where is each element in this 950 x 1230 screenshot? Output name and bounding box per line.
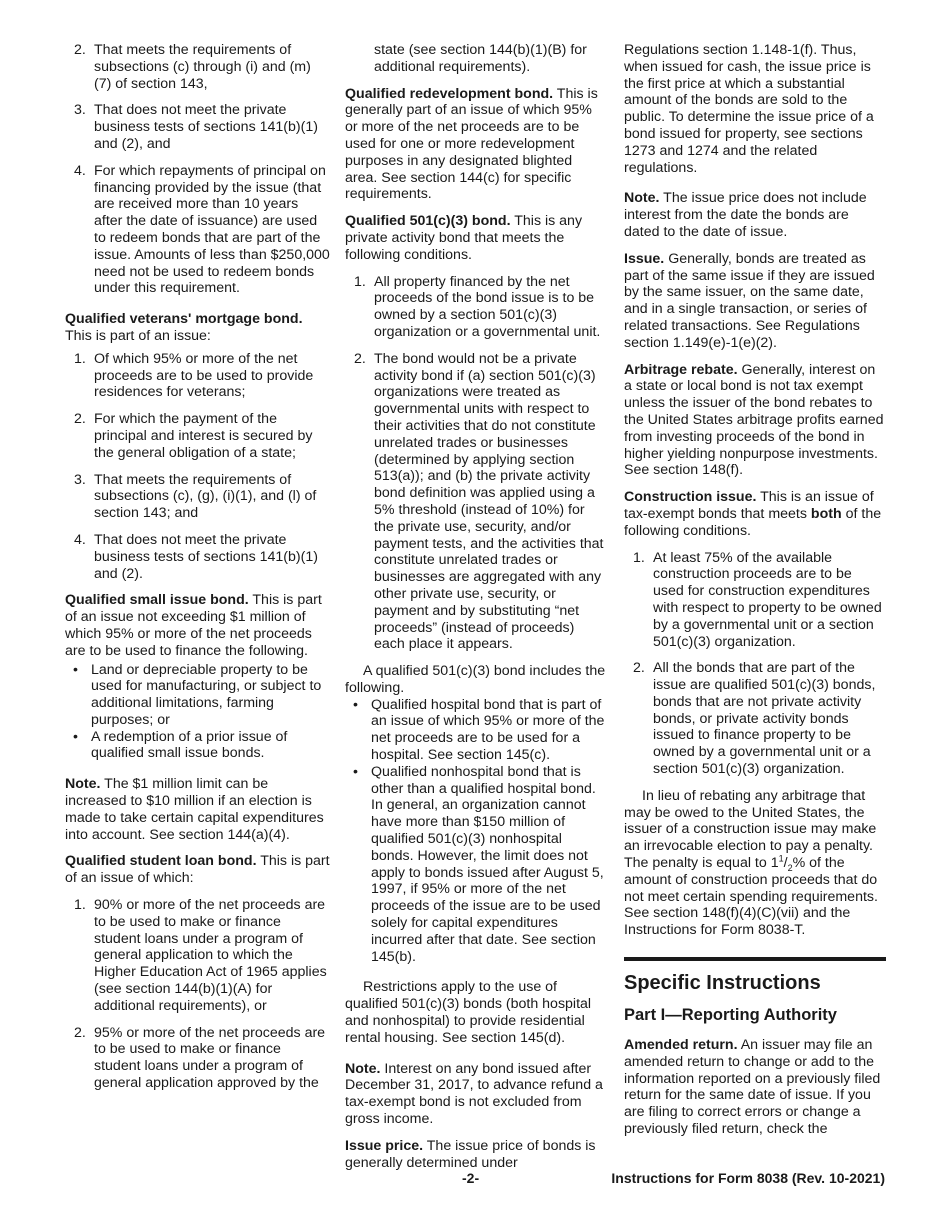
note-text: Interest on any bond issued after December 31, 2017, to advance refund a tax-exempt bond is not excluded from gross income. [345,1060,603,1128]
issue-price-heading: Issue price. [345,1137,424,1154]
c3-text: This is any private activity bond that meets the following conditions. [345,213,583,263]
list-item [65,102,330,152]
small-issue-heading: Qualified small issue bond. [65,592,249,609]
construction-text-end: of the following conditions. [624,505,882,539]
small-issue-bullets [65,662,330,763]
list-item [65,472,330,522]
amended-paragraph [624,1037,886,1138]
construction-heading: Construction issue. [624,489,757,506]
note-paragraph [624,190,886,240]
fraction-numerator: 1 [778,853,784,864]
list-item-text: The bond would not be a private activity bond if (a) section 501(c)(3) organizations were treated as governmental units with respect to their activities that do not constitute unrelated trades or businesses (determined by applying section 513(a)); and (b) the private activity bond definition was applied using a 5% threshold (instead of 10%) for the private use, security, and/or payment tests, and the activities that constitute unrelated trades or businesses are aggregated with any other private use, security, or payment and by substituting “net proceeds” (instead of proceeds) each place it appears. [374,350,604,653]
amended-heading: Amended return. [624,1037,738,1054]
student-heading: Qualified student loan bond. [65,853,257,870]
fraction-denominator: 2 [787,862,793,873]
note-heading: Note. [345,1060,381,1077]
includes-text: A qualified 501(c)(3) bond includes the following. [345,663,606,696]
c3-paragraph [345,213,608,263]
bullet-text: Land or depreciable property to be used for manufacturing, or subject to additional limitations, farming purposes; or [91,661,322,728]
section-divider [624,957,886,961]
arbitrage-paragraph [624,362,886,480]
list-item-text: That meets the requirements of subsections (c) through (i) and (m) (7) of section 143, [94,42,311,92]
construction-bold-word: both [810,505,842,522]
page-number: -2- [462,1170,480,1186]
bullet-text: A redemption of a prior issue of qualified small issue bonds. [91,728,288,762]
construction-text: This is an issue of tax-exempt bonds that meets [624,489,874,522]
bullet-text: Qualified nonhospital bond that is other than a qualified hospital bond. In general, an organization cannot have more than $150 million of qualified 501(c)(3) nonhospital bonds. However, the limit does not apply to bonds issued after August 5, 1997, if 95% or more of the net proceeds of the issue are to be used solely for capital expenditures incurred after that date. See section 145(b). [371,763,604,965]
section-title: Specific Instructions [624,972,821,995]
bullet-item [345,697,608,764]
list-item [624,550,886,651]
list-item-text: Of which 95% or more of the net proceeds are to be used to provide residences for veterans; [94,350,314,401]
note-heading: Note. [65,776,101,793]
note-text: The $1 million limit can be increased to $10 million if an election is made to take certain capital expenditures into account. See section 144(a)(4). [65,776,324,843]
arbitrage-heading: Arbitrage rebate. [624,361,738,378]
list-item-text: All property financed by the net proceeds of the bond issue is to be owned by a section 501(c)(3) organization or a governmental unit. [374,273,601,340]
c3-list [345,274,608,654]
small-issue-text: This is part of an issue not exceeding $1 million of which 95% or more of the net proceeds are to be used to finance the following. [65,592,322,659]
redevelopment-paragraph [345,86,608,204]
arbitrage-text: Generally, interest on a state or local bond is not tax exempt unless the issuer of the bond rebates to the United States arbitrage profits earned from investing proceeds of the bond in higher yielding nonpurpose investments. See section 148(f). [624,361,884,479]
list-number: 2. [74,42,86,58]
list-number: 3. [74,102,86,119]
list-item [345,351,608,653]
continued-list [65,42,330,297]
in-lieu-paragraph [624,788,886,939]
list-number: 1. [354,273,366,290]
list-number: 2. [74,411,86,428]
list-number: 1. [633,549,645,566]
list-item-text: For which the payment of the principal and interest is secured by the general obligation of a state; [94,411,313,461]
bullet-icon: • [73,661,78,678]
fraction-slash: / [783,855,788,872]
list-item [65,897,330,1015]
restrictions-text: Restrictions apply to the use of qualified 501(c)(3) bonds (both hospital and nonhospital) to provide residential rental housing. See section 145(d). [345,979,592,1046]
list-item-text: For which repayments of principal on financing provided by the issue (that are received more than 10 years after the date of issuance) are used to redeem bonds that are part of the issue. Amounts of less than $250,000 need not be used to redeem bonds under this requirement. [94,162,330,297]
issue-heading: Issue. [624,250,665,267]
list-item [65,411,330,461]
bullet-item [65,662,330,729]
bullet-item [65,729,330,763]
list-number: 2. [633,660,645,677]
issue-price-text: The issue price of bonds is generally determined under [345,1137,596,1171]
list-number: 4. [74,531,86,548]
issue-paragraph [624,251,886,352]
in-lieu-text-end: % of the amount of construction proceeds that do not meet certain spending requirements. See section 148(f)(4)(C)(vii) and the Instructions for Form 8038-T. [624,855,878,939]
list-number: 2. [74,1024,86,1041]
list-item [65,351,330,401]
in-lieu-text: In lieu of rebating any arbitrage that may be owed to the United States, the issuer of a construction issue may make an irrevocable election to pay a penalty. The penalty is equal to 1 [624,787,877,872]
list-item-text: That does not meet the private business tests of sections 141(b)(1) and (2). [94,531,318,582]
bullet-item [345,764,608,966]
redevelopment-heading: Qualified redevelopment bond. [345,85,554,102]
list-item-text: That meets the requirements of subsections (c), (g), (i)(1), and (l) of section 143; and [94,471,317,522]
amended-text: An issuer may file an amended return to change or add to the information reported on a previously filed return for the same date of issue. If you are filing to correct errors or change a previously filed return, check the [624,1037,881,1138]
small-issue-paragraph [65,592,330,659]
veterans-list [65,351,330,583]
student-list [65,897,330,1092]
construction-paragraph [624,489,886,539]
veterans-paragraph [65,311,330,345]
part-title: Part I—Reporting Authority [624,1006,837,1025]
carryover-text: Regulations section 1.148-1(f). Thus, when issued for cash, the issue price is the first price at which a substantial amount of the bonds are sold to the public. To determine the issue price of a bond issued for property, see sections 1273 and 1274 and the related regulations. [624,42,874,176]
list-item [65,163,330,297]
list-item-text: That does not meet the private business tests of sections 141(b)(1) and (2), and [94,102,318,152]
veterans-heading: Qualified veterans' mortgage bond. [65,311,303,328]
list-number: 1. [74,897,86,914]
list-item [65,1025,330,1092]
list-number: 4. [74,162,86,179]
bullet-text: Qualified hospital bond that is part of an issue of which 95% or more of the net proceeds are to be used for a hospital. See section 145(c). [371,696,605,764]
veterans-text: This is part of an issue: [65,327,211,344]
carryover-text: state (see section 144(b)(1)(B) for additional requirements). [374,42,587,75]
note-paragraph [65,776,330,843]
note-paragraph [345,1061,608,1128]
note-text: The issue price does not include interest from the date the bonds are dated to the date of issue. [624,190,867,240]
student-text: This is part of an issue of which: [65,853,330,887]
list-item-text: 90% or more of the net proceeds are to be used to make or finance student loans under a program of general application to which the Higher Education Act of 1965 applies (see section 144(b)(1)(A) for additional requirements), or [94,897,327,1014]
issue-text: Generally, bonds are treated as part of the same issue if they are issued by the same issuer, on the same date, and in a single transaction, or series of related transactions. See Regulations section 1.149(e)-1(e)(2). [624,250,875,351]
list-number: 3. [74,471,86,488]
form-identifier: Instructions for Form 8038 (Rev. 10-2021) [611,1170,885,1186]
bullet-icon: • [73,728,78,745]
list-item-text: 95% or more of the net proceeds are to be used to make or finance student loans under a program of general application approved by the [94,1024,326,1092]
list-item-text: All the bonds that are part of the issue are qualified 501(c)(3) bonds, bonds that are not private activity bonds, or private activity bonds issued to finance property to be owned by a governmental unit or a section 501(c)(3) organization. [653,660,876,778]
list-item [65,532,330,582]
list-item [624,660,886,778]
list-item-text: At least 75% of the available construction proceeds are to be used for construction expenditures with respect to property to be owned by a governmental unit or a section 501(c)(3) organization. [653,549,882,650]
column-2 [345,42,608,1181]
includes-bullets [345,697,608,966]
list-number: 2. [354,350,366,367]
issue-price-paragraph [345,1138,608,1172]
redevelopment-text: This is generally part of an issue of which 95% or more of the net proceeds are to be used for one or more redevelopment purposes in any designated blighted area. See section 144(c) for specific requirements. [345,85,598,203]
column-1 [65,42,330,1102]
list-item [65,42,330,92]
list-number: 1. [74,350,86,367]
list-item [345,274,608,341]
construction-list [624,550,886,778]
bullet-icon: • [353,763,358,780]
c3-heading: Qualified 501(c)(3) bond. [345,213,511,230]
column-3 [624,42,886,1148]
bullet-icon: • [353,696,358,713]
student-paragraph [65,853,330,887]
note-heading: Note. [624,190,660,207]
